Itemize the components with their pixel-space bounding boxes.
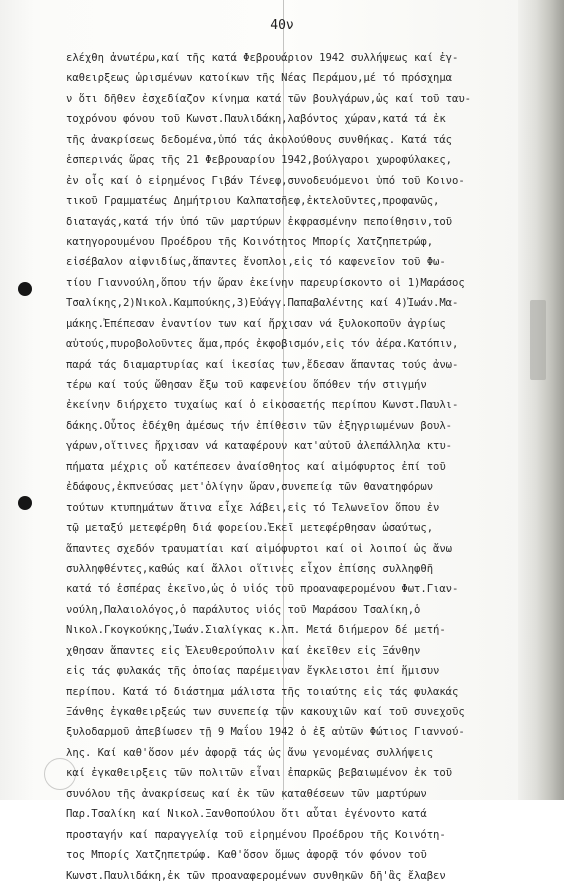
text-line: διαταγάς,κατά τήν ὑπό τῶν μαρτύρων ἐκφρασμένην πεποίθησιν,τοῦ — [66, 215, 453, 228]
text-line: χθησαν ἅπαντες εἰς Ἐλευθερούπολιν καί ἐκεῖθεν εἰς Ξάνθην — [66, 644, 421, 657]
page-number: 40ν — [270, 18, 294, 33]
text-line: καί ἐγκαθειρξεις τῶν πολιτῶν εἶναι ἐπαρκῶς βεβαιωμένον ἐκ τοῦ — [66, 767, 453, 780]
text-line: μάκης.Ἐπέπεσαν ἐναντίον των καί ἤρχισαν νά ξυλοκοποῦν ἀγρίως — [66, 317, 446, 330]
text-line: ἅπαντες σχεδόν τραυματίαι καί αἱμόφυρτοι καί οἱ λοιποί ὡς ἄνω — [66, 542, 453, 555]
text-line: ξυλοδαρμοῦ ἀπεβίωσεν τῇ 9 Μαΐου 1942 ὁ ἐξ αὐτῶν Φώτιος Γιαννού- — [66, 726, 465, 739]
text-line: γάρων,οἵτινες ἤρχισαν νά καταφέρουν κατ'αὐτοῦ ἀλεπάλληλα κτυ- — [66, 440, 453, 453]
text-line: Κωνστ.Παυλιδάκη,ἐκ τῶν προαναφερομένων συνθηκῶν δῆ'ἃς ἔλαβεν — [66, 869, 446, 882]
text-line: Παρ.Τσαλίκη καί Νικολ.Ξανθοπούλου ὅτι αὗται ἐγένοντο κατά — [66, 808, 427, 821]
text-line: τοχρόνου φόνου τοῦ Κωνστ.Παυλιδάκη,λαβόντος χώραν,κατά τά ἐκ — [66, 113, 446, 126]
text-line: Τσαλίκης,2)Νικολ.Καμπούκης,3)Εὐάγγ.Παπαβαλέντης καί 4)Ἰωάν.Μα- — [66, 297, 459, 310]
text-line: τέρω καί τούς ὤθησαν ἔξω τοῦ καφενείου ὅπόθεν τήν στιγμήν — [66, 379, 427, 391]
text-line: ελέχθη ἀνωτέρω,καί τῆς κατά Φεβρουάριον 1942 συλλήψεως καί ἐγ- — [66, 52, 459, 64]
text-line: προσταγήν καί παραγγελίᾳ τοῦ εἰρημένου Προέδρου τῆς Κοινότη- — [66, 828, 446, 841]
text-line: καθειρξεως ὡρισμένων κατοίκων τῆς Νέας Περάμου,μέ τό πρόσχημα — [66, 72, 453, 85]
typed-text-body — [66, 48, 516, 886]
text-line: ἐκείνην διήρχετο τυχαίως καί ὁ εἰκοσαετής περίπου Κωνστ.Παυλι- — [66, 399, 459, 412]
text-line: τῷ μεταξύ μετεφέρθη διά φορείου.Ἐκεῖ μετεφέρθησαν ὡσαύτως, — [66, 522, 434, 535]
text-line: ν ὅτι δῆθεν ἐσχεδίαζον κίνημα κατά τῶν βουλγάρων,ὡς καί τοῦ ταυ- — [66, 92, 471, 105]
text-line: πήματα μέχρις οὗ κατέπεσεν ἀναίσθητος καί αἱμόφυρτος ἐπί τοῦ — [66, 460, 446, 473]
text-line: συνόλου τῆς ἀνακρίσεως καί ἐκ τῶν καταθέσεων τῶν μαρτύρων — [66, 787, 427, 800]
text-line: κατά τό ἑσπέρας ἐκεῖνο,ὡς ὁ υἱός τοῦ προαναφερομένου Φωτ.Γιαν- — [66, 583, 459, 596]
text-line: ἐν οἷς καί ὁ εἰρημένος Γιβάν Τένεφ,συνοδευόμενοι ὑπό τοῦ Κοινο- — [66, 174, 465, 187]
text-line: τικοῦ Γραμματέως Δημήτριου Καλπατσῆεφ,ἐκτελοῦντες,προφανῶς, — [66, 195, 440, 208]
text-line: τῆς ἀνακρίσεως δεδομένα,ὑπό τάς ἀκολούθους συνθήκας. Κατά τάς — [66, 133, 453, 146]
text-line: δάκης.Οὗτος ἐδέχθη ἀμέσως τήν ἐπίθεσιν τῶν ἐξηγριωμένων βουλ- — [66, 419, 453, 432]
text-line: νούλη,Παλαιολόγος,ὁ παράλυτος υἱός τοῦ Μαράσου Τσαλίκη,ὁ — [66, 603, 421, 616]
text-line: τούτων κτυπημάτων ἅτινα εἶχε λάβει,εἰς τό Τελωνεῖον ὅπου ἐν — [66, 501, 440, 514]
text-line: Ξάνθης ἐγκαθειρξεώς των συνεπείᾳ τῶν κακουχιῶν καί τοῦ συνεχοῦς — [66, 706, 465, 718]
punch-hole-top — [18, 282, 32, 296]
text-line: Νικολ.Γκογκούκης,Ἰωάν.Σιαλίγκας κ.λπ. Μετά διήμερον δέ μετή- — [66, 624, 446, 637]
text-line: συλληφθέντες,καθώς καί ἄλλοι οἵτινες εἶχον ἐπίσης συλληφθῆ — [66, 562, 434, 575]
text-line: περίπου. Κατά τό διάστημα μάλιστα τῆς τοιαύτης εἰς τάς φυλακάς — [66, 685, 459, 698]
binding-strip — [530, 300, 546, 380]
punch-hole-bottom — [18, 496, 32, 510]
text-line: εἰς τάς φυλακάς τῆς ὁποίας παρέμειναν ἔγκλειστοι ἐπί ἥμισυν — [66, 665, 440, 678]
text-line: ἐδάφους,ἐκπνεύσας μετ'ὀλίγην ὥραν,συνεπείᾳ τῶν θανατηφόρων — [66, 481, 434, 494]
text-line: ἑσπερινάς ὥρας τῆς 21 Φεβρουαρίου 1942,βούλγαροι χωροφύλακες, — [66, 154, 453, 167]
text-line: αὐτούς,πυροβολοῦντες ἅμα,πρός ἐκφοβισμόν,εἰς τόν ἀέρα.Κατόπιν, — [66, 338, 459, 351]
page-edge-shadow — [518, 0, 564, 800]
text-line: κατηγορουμένου Προέδρου τῆς Κοινότητος Μπορίς Χατζηπετρώφ, — [66, 235, 434, 248]
text-line: παρά τάς διαμαρτυρίας καί ἱκεσίας των,ἔδεσαν ἅπαντας τούς ἀνω- — [66, 358, 459, 371]
text-line: τος Μπορίς Χατζηπετρώφ. Καθ'ὅσον ὅμως ἀφορᾷ τόν φόνον τοῦ — [66, 849, 427, 862]
text-line: εἰσέβαλον αἰφνιδίως,ἅπαντες ἔνοπλοι,εἰς τό καφενεῖον τοῦ Φω- — [66, 256, 446, 269]
text-line: τίου Γιαννούλη,ὅπου τήν ὥραν ἐκείνην παρευρίσκοντο οἱ 1)Μαράσος — [66, 276, 465, 289]
text-line: λης. Καί καθ'ὅσον μέν ἀφορᾷ τάς ὡς ἄνω γενομένας συλλήψεις — [66, 746, 434, 759]
